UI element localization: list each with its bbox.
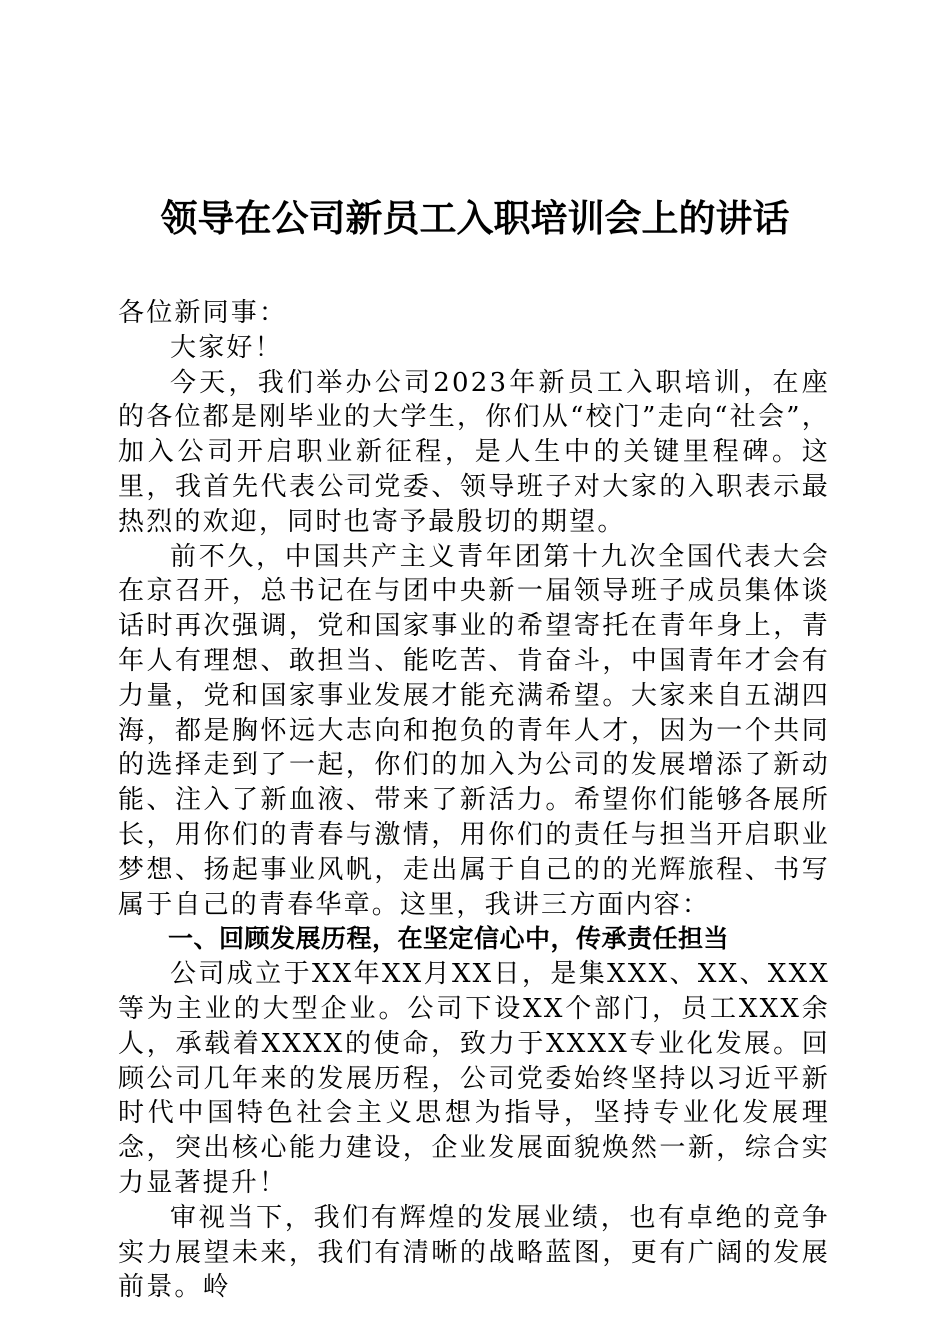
document-body (118, 296, 830, 1305)
greeting: 大家好！ (170, 332, 283, 363)
paragraph-outlook: 审视当下，我们有辉煌的发展业绩，也有卓绝的竞争实力展望未来，我们有清晰的战略蓝图，更有广阔的发展前景。岭 (118, 1202, 830, 1303)
paragraph-opening: 今天，我们举办公司2023年新员工入职培训，在座的各位都是刚毕业的大学生，你们从“校门”走向“社会”，加入公司开启职业新征程，是人生中的关键里程碑。这里，我首先代表公司党委、领导班子对大家的入职表示最热烈的欢迎，同时也寄予最殷切的期望。 (118, 367, 830, 537)
paragraph-company-history: 公司成立于XX年XX月XX日，是集XXX、XX、XXX等为主业的大型企业。公司下设XX个部门，员工XXX余人，承载着XXXX的使命，致力于XXXX专业化发展。回顾公司几年来的发展历程，公司党委始终坚持以习近平新时代中国特色社会主义思想为指导，坚持专业化发展理念，突出核心能力建设，企业发展面貌焕然一新，综合实力显著提升！ (118, 959, 830, 1198)
document-title: 领导在公司新员工入职培训会上的讲话 (160, 196, 790, 240)
salutation: 各位新同事： (118, 298, 288, 328)
section-heading-1: 一、回顾发展历程，在坚定信心中，传承责任担当 (168, 924, 730, 954)
paragraph-youth-congress: 前不久，中国共产主义青年团第十九次全国代表大会在京召开，总书记在与团中央新一届领导班子成员集体谈话时再次强调，党和国家事业的希望寄托在青年身上，青年人有理想、敢担当、能吃苦、肯奋斗，中国青年才会有力量，党和国家事业发展才能充满希望。大家来自五湖四海，都是胸怀远大志向和抱负的青年人才，因为一个共同的选择走到了一起，你们的加入为公司的发展增添了新动能、注入了新血液、带来了新活力。希望你们能够各展所长，用你们的青春与激情，用你们的责任与担当开启职业梦想、扬起事业风帆，走出属于自己的的光辉旅程、书写属于自己的青春华章。这里，我讲三方面内容： (118, 541, 830, 920)
